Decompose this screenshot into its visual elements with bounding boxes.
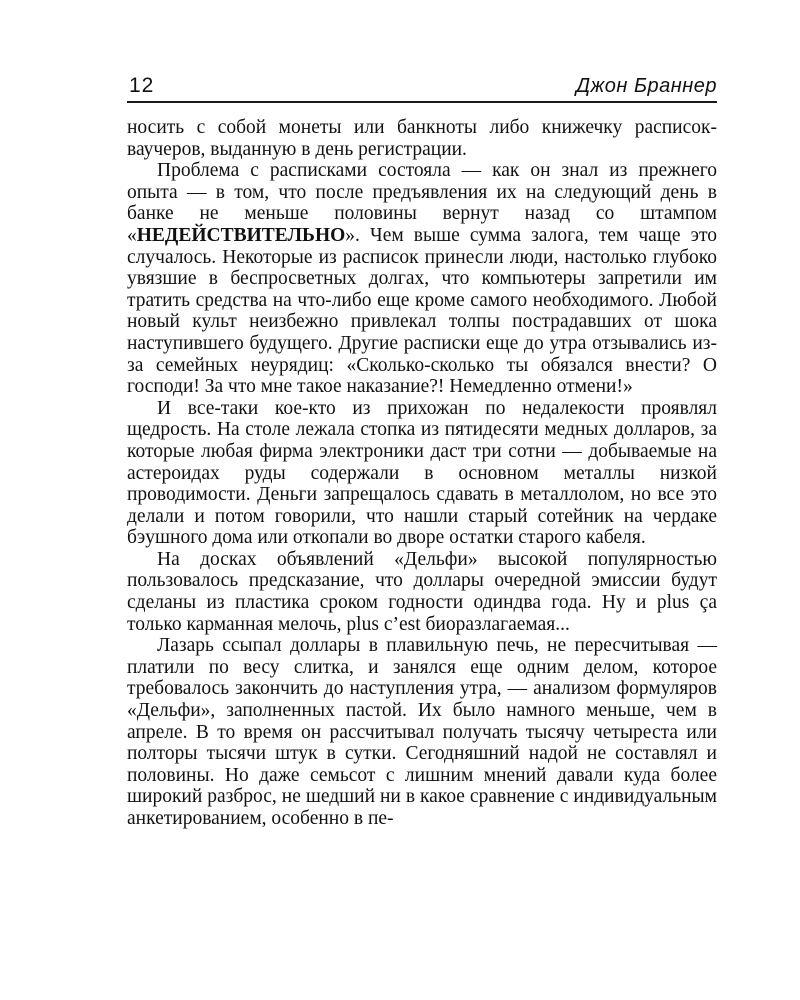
paragraph-text: На досках объявлений «Дельфи» высокой популярностью пользовалось предсказание, что доллары очередной эмиссии будут сделаны из пластика сроком годности одиндва года. Ну и plus ça только карманная мелочь, plus c’est биоразлагаемая... <box>127 548 717 635</box>
paragraph-text: Проблема с расписками состояла — как он знал из прежнего опыта — в том, что после предъявления их на следующий день в банке не меньше половины вернут назад со штампом « <box>127 160 717 246</box>
book-author: Джон Браннер <box>575 75 717 97</box>
paragraph <box>127 398 717 549</box>
paragraph <box>127 635 717 829</box>
paragraph-text: носить с собой монеты или банкноты либо книжечку расписок-ваучеров, выданную в день регистрации. <box>127 117 717 160</box>
body-text <box>127 117 717 830</box>
paragraph-continued <box>127 117 717 160</box>
paragraph <box>127 549 717 635</box>
running-head <box>127 70 717 103</box>
paragraph-text: И все-таки кое-кто из прихожан по недалекости проявлял щедрость. На столе лежала стопка из пятидесяти медных долларов, за которые любая фирма электроники даст три сотни — добываемые на астероидах руды содержали в основном металлы низкой проводимости. Деньги запрещалось сдавать в металлолом, но все это делали и потом говорили, что нашли старый сотейник на чердаке бэушного дома или откопали во дворе остатки старого кабеля. <box>127 397 717 549</box>
paragraph-text: Лазарь ссыпал доллары в плавильную печь, не пересчитывая — платили по весу слитка, и занялся еще одним делом, которое требовалось закончить до наступления утра, — анализом формуляров «Дельфи», заполненных пастой. Их было намного меньше, чем в апреле. В то время он рассчитывал получать тысячу четыреста или полторы тысячи штук в сутки. Сегодняшний надой не составлял и половины. Но даже семьсот с лишним мнений давали куда более широкий разброс, не шедший ни в какое сравнение с индивидуальным анкетированием, особенно в пе- <box>127 635 717 829</box>
book-page <box>127 70 717 830</box>
paragraph-text: ». Чем выше сумма залога, тем чаще это случалось. Некоторые из расписок принесли люди, настолько глубоко увязшие в беспросветных долгах, что компьютеры запретили им тратить средства на что-либо еще кроме самого необходимого. Любой новый культ неизбежно привлекал толпы пострадавших от шока наступившего будущего. Другие расписки еще до утра отзывались из-за семейных неурядиц: «Сколько-сколько ты обязался внести? О господи! За что мне такое наказание?! Немедленно отмени!» <box>127 224 717 398</box>
page-number: 12 <box>129 74 155 97</box>
stamp-word: НЕДЕЙСТВИТЕЛЬНО <box>136 224 346 246</box>
paragraph <box>127 160 717 398</box>
